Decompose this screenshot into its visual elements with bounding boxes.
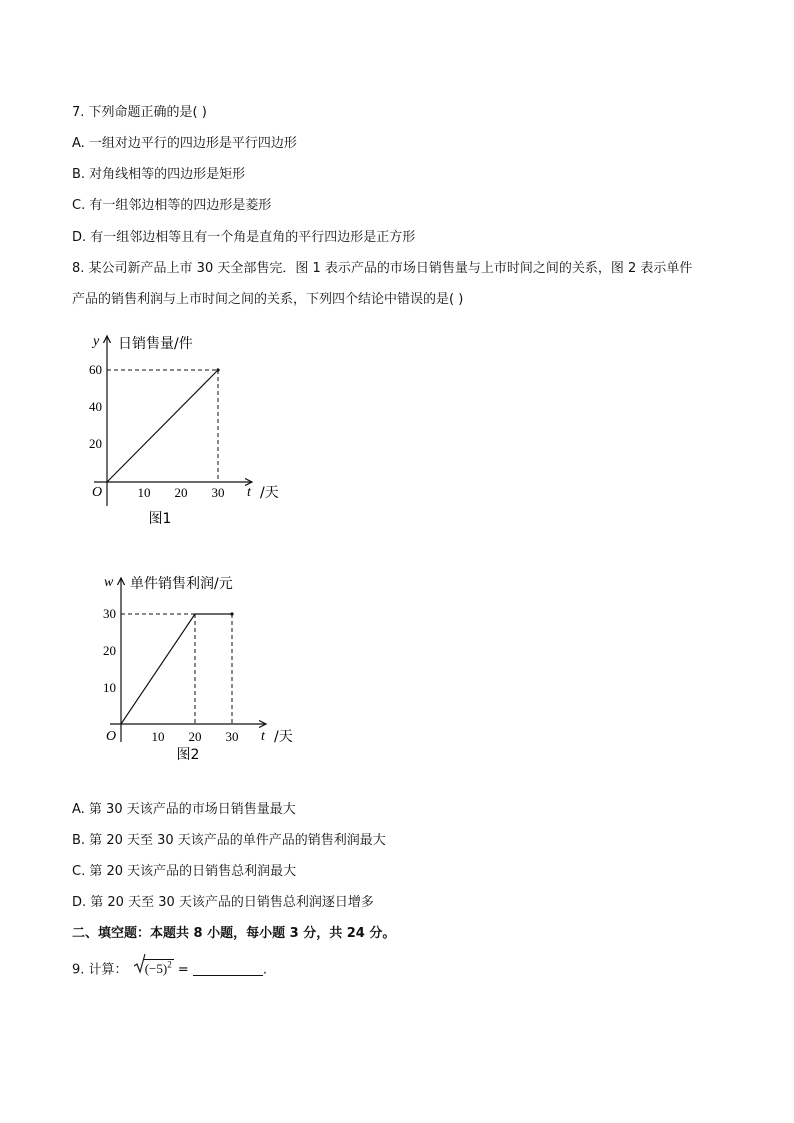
q9-end: . <box>262 962 268 978</box>
x-tick-30: 30 <box>225 729 239 744</box>
sqrt-base: (−5) <box>144 961 168 977</box>
x-tick-20: 20 <box>188 729 202 744</box>
x-tick-10: 10 <box>151 729 165 744</box>
sqrt-sign-icon <box>134 953 146 975</box>
q8-stem-line1: 8. 某公司新产品上市 30 天全部售完．图 1 表示产品的市场日销售量与上市时间之间的关系，图 2 表示单件 <box>72 261 693 276</box>
q7-option-b: B. 对角线相等的四边形是矩形 <box>72 167 246 182</box>
sqrt-exponent: 2 <box>167 960 172 970</box>
chart-figure-1 <box>84 328 304 533</box>
y-tick-20: 20 <box>103 643 116 658</box>
series-end-point <box>216 368 219 371</box>
y-axis-label: 单件销售利润/元 <box>130 576 233 592</box>
series-end-point <box>230 612 233 615</box>
figure-caption: 图2 <box>176 747 200 763</box>
y-tick-30: 30 <box>103 606 116 621</box>
x-axis-label: /天 <box>260 485 279 501</box>
chart-figure-2 <box>100 570 310 770</box>
q7-option-a: A. 一组对边平行的四边形是平行四边形 <box>72 136 297 151</box>
q9-line <box>72 956 267 979</box>
x-axis-var: t <box>261 729 265 744</box>
figure-caption: 图1 <box>148 511 172 527</box>
x-axis-var: t <box>247 485 251 500</box>
series-line <box>121 614 232 724</box>
q8-option-c: C. 第 20 天该产品的日销售总利润最大 <box>72 864 297 879</box>
q8-option-d: D. 第 20 天至 30 天该产品的日销售总利润逐日增多 <box>72 895 374 910</box>
q7-option-d: D. 有一组邻边相等且有一个角是直角的平行四边形是正方形 <box>72 230 416 245</box>
q7-option-c: C. 有一组邻边相等的四边形是菱形 <box>72 198 272 213</box>
q8-option-a: A. 第 30 天该产品的市场日销售量最大 <box>72 802 296 817</box>
x-tick-10: 10 <box>137 485 151 500</box>
y-tick-20: 20 <box>89 436 102 451</box>
q7-stem: 7. 下列命题正确的是( ) <box>72 105 207 120</box>
x-axis-label: /天 <box>274 729 293 745</box>
y-tick-60: 60 <box>89 362 102 377</box>
q8-stem-line2: 产品的销售利润与上市时间之间的关系，下列四个结论中错误的是( ) <box>72 292 464 307</box>
origin-label: O <box>106 729 117 744</box>
answer-blank[interactable] <box>193 961 263 976</box>
series-line <box>107 370 218 482</box>
y-tick-40: 40 <box>89 399 102 414</box>
y-tick-10: 10 <box>103 680 116 695</box>
y-axis-var: y <box>93 334 100 349</box>
section-heading: 二、填空题：本题共 8 小题，每小题 3 分，共 24 分。 <box>72 926 396 941</box>
y-axis-var: w <box>104 575 114 590</box>
q8-option-b: B. 第 20 天至 30 天该产品的单件产品的销售利润最大 <box>72 833 386 848</box>
origin-label: O <box>92 485 103 500</box>
y-axis-label: 日销售量/件 <box>118 336 193 352</box>
sqrt-expression <box>134 956 174 979</box>
x-tick-20: 20 <box>174 485 188 500</box>
x-tick-30: 30 <box>211 485 225 500</box>
q9-prefix: 9. 计算： <box>72 962 128 978</box>
q9-equals: = <box>177 962 189 978</box>
